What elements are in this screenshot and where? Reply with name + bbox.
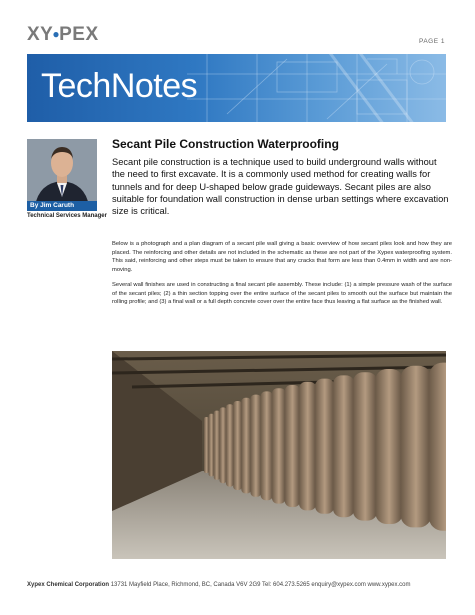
secant-pile-wall-photo <box>112 351 446 559</box>
secant-pile <box>353 372 377 520</box>
secant-pile <box>220 407 227 483</box>
secant-pile <box>375 369 402 524</box>
secant-pile <box>429 363 446 531</box>
secant-pile <box>261 391 273 500</box>
secant-pile <box>333 375 355 517</box>
banner-title: TechNotes <box>41 67 198 105</box>
article-paragraph-1: Below is a photograph and a plan diagram of a secant pile wall giving a basic overview of how secant piles look and how they are placed. The reinforcing and other details are not included in the schematic as these are not part of the Xypex waterproofing system. This said, reinforcing and other steps must be taken to ensure that any cracks that form are less than 0.4mm in width and are non-moving. <box>112 241 452 273</box>
secant-pile <box>214 411 220 480</box>
secant-pile <box>233 401 242 490</box>
xypex-logo <box>27 24 99 46</box>
technotes-banner <box>27 54 446 122</box>
author-role: Technical Services Manager <box>27 213 107 219</box>
secant-pile <box>250 395 261 497</box>
footer-company: Xypex Chemical Corporation <box>27 582 110 588</box>
secant-pile <box>209 414 215 477</box>
article-heading: Secant Pile Construction Waterproofing <box>112 137 339 151</box>
secant-pile <box>285 385 301 507</box>
secant-pile <box>299 382 316 511</box>
footer <box>27 582 411 588</box>
secant-pile <box>226 404 234 486</box>
author-byline: By Jim Caruth <box>27 201 97 211</box>
author-photo <box>27 139 97 206</box>
water-drop-icon: ● <box>52 27 61 41</box>
secant-pile <box>272 388 286 503</box>
page-number: PAGE 1 <box>418 38 445 45</box>
footer-details: 13731 Mayfield Place, Richmond, BC, Canada V6V 2G9 Tel: 604.273.5265 enquiry@xypex.com www.xypex.com <box>110 582 411 588</box>
secant-pile <box>315 379 334 514</box>
article-lead: Secant pile construction is a technique used to build underground walls without the need to first excavate. It is a commonly used method for creating walls for tunnels and for deep U-shaped below grade guideways. Secant piles are also suitable for foundation wall construction in dense urban settings where excavation size is critical. <box>112 157 449 217</box>
logo-text-right: PEX <box>59 24 99 45</box>
secant-pile <box>401 366 432 528</box>
secant-pile <box>241 398 251 494</box>
secant-pile <box>204 417 209 473</box>
logo-text-left: XY <box>27 24 54 45</box>
article-paragraph-2: Several wall finishes are used in constructing a final secant pile assembly. These include: (1) a simple pressure wash of the surface of the secant piles; (2) a thin section topping over the entire surface of the secant piles to smooth out the surface but maintain the rolling profile; and (3) a final wall or a full depth concrete cover over the entire face thus leaving a flat surface as the finished wall. <box>112 282 452 305</box>
